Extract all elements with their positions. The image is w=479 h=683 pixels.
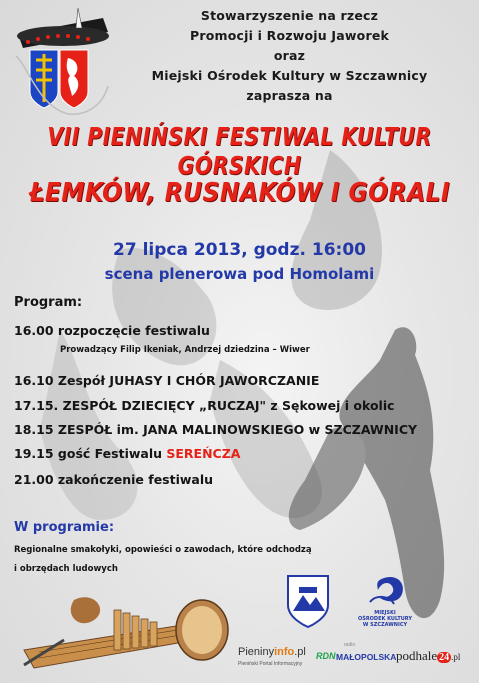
program-item — [14, 422, 417, 437]
podhale24-logo — [396, 648, 460, 664]
program-item-text: ZESPÓŁ im. JANA MALINOWSKIEGO w SZCZAWNICY — [57, 422, 418, 437]
organizer-line-5: zaprasza na — [246, 88, 333, 103]
program-item — [14, 472, 213, 487]
in-program-heading: W programie: — [14, 520, 115, 535]
organizer-line-4: Miejski Ośrodek Kultury w Szczawnicy — [151, 68, 428, 83]
podhale-name: podhale — [396, 648, 438, 663]
program-item — [14, 373, 319, 388]
program-hosts: Prowadzący Filip Ikeniak, Andrzej dziedzina – Wiwer — [60, 345, 310, 355]
event-venue: scena plenerowa pod Homolami — [104, 265, 375, 283]
radio-label: radio — [344, 642, 356, 648]
rdn-logo: RDN — [316, 651, 336, 661]
program-item-text: zakończenie festiwalu — [57, 472, 214, 487]
pieniny-accent: info — [274, 646, 295, 658]
pieniny-name: Pieniny — [238, 646, 275, 658]
festival-title: VII PIENIŃSKI FESTIWAL KULTUR GÓRSKICH — [47, 122, 432, 180]
program-item — [14, 323, 210, 338]
podhale-domain: .pl — [451, 652, 461, 662]
in-program-line-2: i obrzędach ludowych — [14, 564, 118, 574]
folk-instruments-image — [14, 580, 244, 680]
program-item — [14, 398, 395, 413]
event-date: 27 lipca 2013, godz. 16:00 — [113, 240, 366, 260]
program-item-text: gość Festiwalu — [57, 446, 167, 461]
program-item-time: 16.10 — [14, 373, 54, 388]
rdn-malopolska-logo: MAŁOPOLSKA — [336, 652, 397, 662]
program-item-time: 16.00 — [14, 323, 54, 338]
program-item-text: rozpoczęcie festiwalu — [57, 323, 210, 338]
program-item-time: 19.15 — [14, 446, 54, 461]
organizer-line-1: Stowarzyszenie na rzecz — [200, 8, 379, 23]
pieninyinfo-logo — [238, 646, 306, 658]
program-item-text: ZESPÓŁ DZIECIĘCY „RUCZAJ" z Sękowej i okolic — [62, 398, 395, 413]
organizer-line-2: Promocji i Rozwoju Jaworek — [189, 28, 390, 43]
program-item-time: 17.15. — [14, 398, 59, 413]
program-item-time: 21.00 — [14, 472, 54, 487]
pieniny-domain: .pl — [294, 646, 306, 658]
festival-subtitle: ŁEMKÓW, RUSNAKÓW I GÓRALI — [28, 178, 451, 208]
program-item — [14, 446, 240, 461]
mok-logo-text: MIEJSKI — [374, 610, 396, 616]
in-program-line-1: Regionalne smakołyki, opowieści o zawodach, które odchodzą — [14, 545, 312, 555]
pieninyinfo-subtitle: Pieniński Portal Informacyjny — [238, 661, 303, 667]
szczawnica-coat-of-arms-logo — [285, 573, 331, 629]
mok-logo-text: OŚRODEK KULTURY — [357, 616, 412, 622]
program-item-text: Zespół JUHASY I CHÓR JAWORCZANIE — [57, 373, 320, 388]
program-item-guest: SEREŃCZA — [166, 446, 241, 461]
podhale-number: 24 — [439, 652, 450, 663]
organizer-line-3: oraz — [273, 48, 306, 63]
program-item-time: 18.15 — [14, 422, 54, 437]
mok-logo-text: W SZCZAWNICY — [362, 622, 408, 628]
program-heading: Program: — [14, 295, 83, 310]
